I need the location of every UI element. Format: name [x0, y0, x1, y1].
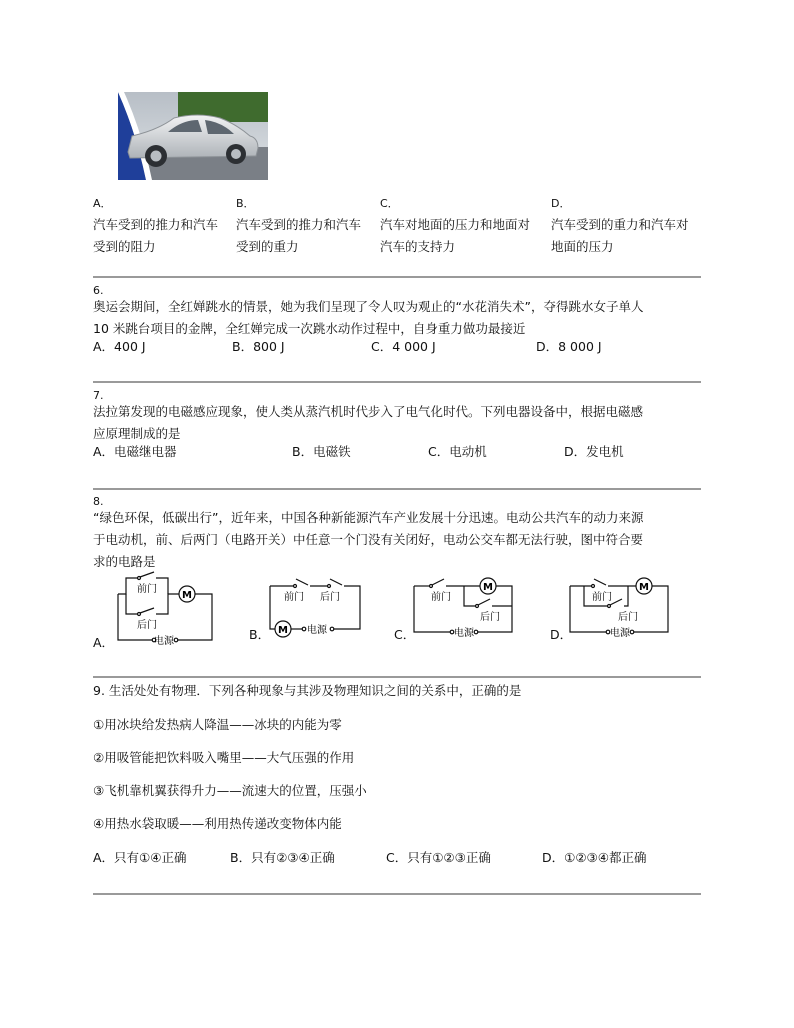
q9-item-2: ②用吸管能把饮料吸入嘴里——大气压强的作用: [93, 750, 355, 765]
q8-option-d[interactable]: D．: [550, 627, 573, 642]
q7-option-d[interactable]: D．发电机: [564, 444, 624, 459]
back-door-label: 后门: [618, 612, 638, 623]
q6-stem-line-2: 10 米跳台项目的金牌，全红婵完成一次跳水动作过程中，自身重力做功最接近: [93, 321, 526, 336]
circuit-diagram-b: [262, 572, 372, 644]
motor-label: M: [483, 582, 493, 593]
q9-item-3: ③飞机靠机翼获得升力——流速大的位置，压强小: [93, 783, 367, 798]
q9-option-b[interactable]: B．只有②③④正确: [230, 850, 335, 865]
back-door-label: 后门: [480, 612, 500, 623]
q7-stem-line-2: 应原理制成的是: [93, 426, 181, 441]
q5-option-b[interactable]: [236, 194, 361, 258]
q6-option-b[interactable]: B．800 J: [232, 339, 285, 354]
power-label: 电源: [307, 625, 327, 636]
q6-number: 6.: [93, 284, 104, 297]
q5-option-c-letter: C．: [380, 197, 399, 210]
divider: [93, 893, 701, 895]
q5-option-b-letter: B．: [236, 197, 255, 210]
power-label: 电源: [154, 636, 174, 647]
power-label: 电源: [610, 628, 630, 639]
q5-option-a-text-2: 受到的阻力: [93, 239, 156, 254]
q9-item-1: ①用冰块给发热病人降温——冰块的内能为零: [93, 717, 342, 732]
q5-option-c[interactable]: [380, 194, 530, 258]
front-door-label: 前门: [137, 584, 157, 595]
q5-option-b-text: 汽车受到的推力和汽车: [236, 217, 362, 232]
q5-option-a-text: 汽车受到的推力和汽车: [93, 217, 219, 232]
q8-stem-line-3: 求的电路是: [93, 554, 156, 569]
q7-stem-line-1: 法拉第发现的电磁感应现象，使人类从蒸汽机时代步入了电气化时代。下列电器设备中，根据电磁感: [93, 404, 644, 419]
back-door-label: 后门: [137, 620, 157, 631]
q6-option-a[interactable]: A．400 J: [93, 339, 146, 354]
motor-label: M: [278, 625, 288, 636]
q8-option-b[interactable]: B．: [249, 627, 271, 642]
q6-option-d[interactable]: D．8 000 J: [536, 339, 602, 354]
q6-option-c[interactable]: C．4 000 J: [371, 339, 436, 354]
front-door-label: 前门: [592, 592, 612, 603]
q7-option-c[interactable]: C．电动机: [428, 444, 487, 459]
q9-option-a[interactable]: A．只有①④正确: [93, 850, 187, 865]
front-door-label: 前门: [284, 592, 304, 603]
circuit-diagram-a: [110, 570, 220, 650]
front-door-label: 前门: [431, 592, 451, 603]
motor-label: M: [182, 590, 192, 601]
q5-option-b-text-2: 受到的重力: [236, 239, 299, 254]
divider: [93, 676, 701, 678]
q7-stem: [93, 401, 643, 445]
q8-stem-line-2: 于电动机，前、后两门（电路开关）中任意一个门没有关闭好，电动公交车都无法行驶，图中符合要: [93, 532, 644, 547]
q7-option-a[interactable]: A．电磁继电器: [93, 444, 177, 459]
power-label: 电源: [454, 628, 474, 639]
q5-option-c-text-2: 汽车的支持力: [380, 239, 456, 254]
q5-option-d[interactable]: [551, 194, 689, 258]
q6-stem: [93, 296, 643, 340]
divider: [93, 488, 701, 490]
divider: [93, 276, 701, 278]
divider: [93, 381, 701, 383]
q8-stem-line-1: “绿色环保，低碳出行”，近年来，中国各种新能源汽车产业发展十分迅速。电动公共汽车的动力来源: [93, 510, 644, 525]
q5-option-d-letter: D．: [551, 197, 571, 210]
q5-option-d-text-2: 地面的压力: [551, 239, 614, 254]
q8-option-a[interactable]: A．: [93, 635, 115, 650]
back-door-label: 后门: [320, 592, 340, 603]
q5-option-d-text: 汽车受到的重力和汽车对: [551, 217, 689, 232]
q9-option-c[interactable]: C．只有①②③正确: [386, 850, 491, 865]
motor-label: M: [639, 582, 649, 593]
q7-number: 7.: [93, 389, 104, 402]
q5-option-a[interactable]: [93, 194, 218, 258]
q7-option-b[interactable]: B．电磁铁: [292, 444, 351, 459]
car-photo: [118, 92, 268, 180]
q5-option-a-letter: A．: [93, 197, 112, 210]
circuit-diagram-d: [562, 572, 676, 644]
q5-option-c-text: 汽车对地面的压力和地面对: [380, 217, 531, 232]
circuit-diagram-c: [406, 572, 520, 644]
q9-option-d[interactable]: D．①②③④都正确: [542, 850, 647, 865]
q8-stem: [93, 507, 643, 573]
q9-item-4: ④用热水袋取暖——利用热传递改变物体内能: [93, 816, 342, 831]
q8-option-c[interactable]: C．: [394, 627, 416, 642]
q9-stem: 9. 生活处处有物理．下列各种现象与其涉及物理知识之间的关系中，正确的是: [93, 683, 522, 698]
q8-number: 8.: [93, 495, 104, 508]
q6-stem-line-1: 奥运会期间，全红婵跳水的情景，她为我们呈现了令人叹为观止的“水花消失术”，夺得跳水女子单人: [93, 299, 644, 314]
